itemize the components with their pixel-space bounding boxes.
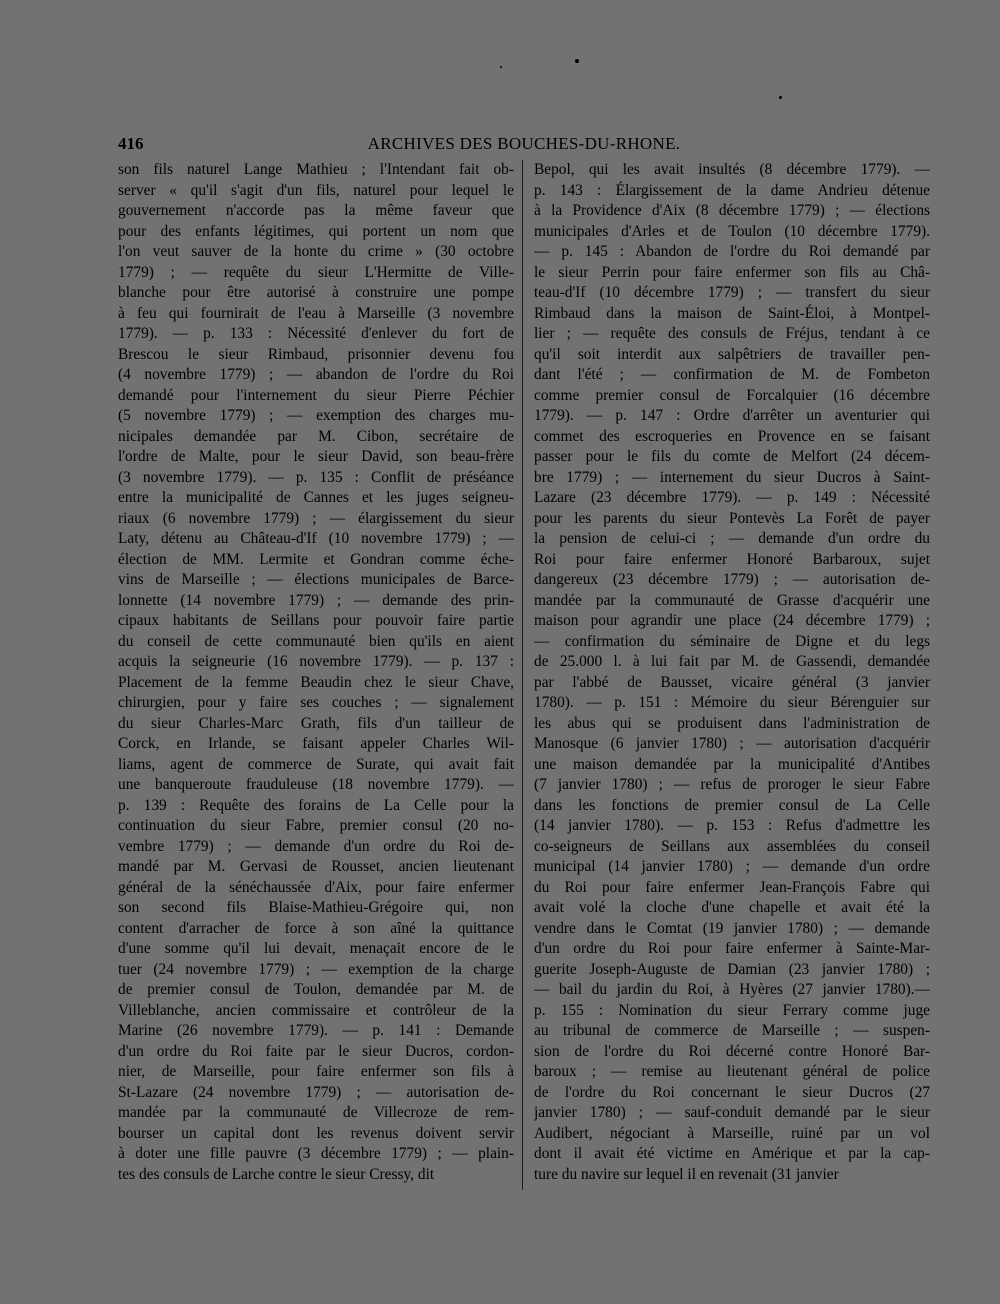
text-line: Laty, détenu au Château-d'If (10 novembre 1779) ; — [118, 530, 514, 547]
text-line: pour des enfants légitimes, qui portent un nom que [118, 222, 514, 240]
text-line: cipaux habitants de Seillans pour pouvoir faire partie [118, 612, 514, 629]
text-line: au tribunal de commerce de Marseille ; — suspen- [534, 1022, 930, 1039]
text-line: la pension de celui-ci ; — demande d'un ordre du [534, 530, 930, 547]
text-line: p. 143 : Élargissement de la dame Andrieu détenue [534, 181, 930, 199]
text-line: général de la sénéchaussée d'Aix, pour faire enfermer [118, 878, 514, 896]
text-line: mandée par la communauté de Grasse d'acquérir une [534, 591, 930, 609]
text-line: l'on veut sauver de la honte du crime » (30 octobre [118, 243, 514, 260]
text-line: Bepol, qui les avait insultés (8 décembre 1779). — [534, 161, 930, 178]
text-line: nier, de Marseille, pour faire enfermer son fils à [118, 1063, 514, 1080]
scan-speck [500, 66, 502, 68]
text-line: Rimbaud dans la maison de Saint-Éloi, à Montpel- [534, 304, 930, 322]
left-column [118, 160, 514, 1185]
text-line: content d'arracher de force à son aîné la quittance [118, 919, 514, 937]
text-line: d'une somme qu'il lui devait, menaçait encore de le [118, 940, 514, 957]
text-line: de premier consul de Toulon, demandée par M. de [118, 981, 514, 998]
text-line: — confirmation du séminaire de Digne et du legs [534, 632, 930, 650]
text-line: p. 139 : Requête des forains de La Celle pour la [118, 796, 514, 814]
text-line: comme premier consul de Forcalquier (16 décembre [534, 386, 930, 404]
text-line: acquis la seigneurie (16 novembre 1779). — p. 137 : [118, 653, 514, 670]
text-line: 1779). — p. 147 : Ordre d'arrêter un aventurier qui [534, 407, 930, 424]
text-line: pour les parents du sieur Pontevès La Forêt de payer [534, 509, 930, 527]
text-line: qu'il soit interdit aux salpêtriers de travailler pen- [534, 345, 930, 363]
text-line: ture du navire sur lequel il en revenait (31 janvier [534, 1165, 839, 1183]
text-line: (3 novembre 1779). — p. 135 : Conflit de préséance [118, 468, 514, 486]
text-line: mandé par M. Gervasi de Rousset, ancien lieutenant [118, 858, 514, 875]
text-line: Brescou le sieur Rimbaud, prisonnier devenu fou [118, 345, 514, 363]
text-line: l'ordre de Malte, pour le sieur David, son beau-frère [118, 448, 514, 465]
text-line: du sieur Charles-Marc Grath, fils d'un tailleur de [118, 714, 514, 732]
text-line: commet des escroqueries en Provence en se faisant [534, 427, 930, 445]
text-line: nicipales demandée par M. Cibon, secrétaire de [118, 427, 514, 445]
text-line: Lazare (23 décembre 1779). — p. 149 : Nécessité [534, 489, 930, 506]
text-line: à feu qui fournirait de l'eau à Marseille (3 novembre [118, 304, 514, 322]
text-line: tuer (24 novembre 1779) ; — exemption de la charge [118, 960, 514, 978]
right-column [534, 160, 930, 1185]
text-line: d'un ordre du Roi pour faire enfermer à Sainte-Mar- [534, 940, 930, 957]
text-line: élection de MM. Lermite et Gondran comme éche- [118, 550, 514, 568]
text-line: Audibert, négociant à Marseille, ruiné par un vol [534, 1124, 930, 1142]
text-line: blanche pour être autorisé à construire une pompe [118, 284, 514, 301]
text-line: une maison demandée par la municipalité d'Antibes [534, 755, 930, 773]
text-line: riaux (6 novembre 1779) ; — élargissement du sieur [118, 509, 514, 527]
text-line: entre la municipalité de Cannes et les juges seigneu- [118, 489, 514, 506]
text-line: (5 novembre 1779) ; — exemption des charges mu- [118, 407, 514, 424]
text-line: lier ; — requête des consuls de Fréjus, tendant à ce [534, 325, 930, 342]
text-line: les abus qui se produisent dans l'administration de [534, 714, 930, 732]
text-line: municipales d'Arles et de Toulon (10 décembre 1779). [534, 222, 930, 240]
text-line: server « qu'il s'agit d'un fils, naturel pour lequel le [118, 181, 514, 199]
text-line: demandé pour l'internement du sieur Pierre Péchier [118, 386, 514, 404]
text-line: co-seigneurs de Seillans aux assemblées du conseil [534, 837, 930, 855]
text-line: (7 janvier 1780) ; — refus de proroger le sieur Fabre [534, 776, 930, 793]
text-line: vembre 1779) ; — demande d'un ordre du Roi de- [118, 837, 514, 855]
text-line: baroux ; — remise au lieutenant général de police [534, 1063, 930, 1080]
text-line: (14 janvier 1780). — p. 153 : Refus d'admettre les [534, 817, 930, 834]
text-line: mandée par la communauté de Villecroze de rem- [118, 1104, 514, 1121]
page-number: 416 [118, 134, 144, 153]
text-line: Marine (26 novembre 1779). — p. 141 : Demande [118, 1022, 514, 1039]
text-line: maison pour agrandir une place (24 décembre 1779) ; [534, 612, 930, 629]
text-line: Placement de la femme Beaudin chez le sieur Chave, [118, 673, 514, 691]
text-line: — p. 145 : Abandon de l'ordre du Roi demandé par [534, 243, 930, 260]
text-line: guerite Joseph-Auguste de Damian (23 janvier 1780) ; [534, 960, 930, 978]
text-line: — bail du jardin du Roi, à Hyères (27 janvier 1780).— [534, 981, 930, 998]
text-line: chirurgien, pour y faire ses couches ; — signalement [118, 694, 514, 711]
text-line: dant l'été ; — confirmation de M. de Fombeton [534, 366, 930, 383]
text-line: Manosque (6 janvier 1780) ; — autorisation d'acquérir [534, 735, 930, 752]
text-line: avait volé la cloche d'une chapelle et avait été la [534, 899, 930, 916]
text-line: (4 novembre 1779) ; — abandon de l'ordre du Roi [118, 366, 514, 383]
text-line: son second fils Blaise-Mathieu-Grégoire qui, non [118, 899, 514, 916]
text-line: 1780). — p. 151 : Mémoire du sieur Bérenguier sur [534, 694, 930, 711]
text-line: dangereux (23 décembre 1779) ; — autorisation de- [534, 571, 930, 588]
text-line: sion de l'ordre du Roi décerné contre Honoré Bar- [534, 1042, 930, 1060]
text-line: une banqueroute frauduleuse (18 novembre 1779). — [118, 776, 514, 793]
text-line: lonnette (14 novembre 1779) ; — demande des prin- [118, 591, 514, 609]
text-line: du conseil de cette communauté bien qu'ils en aient [118, 632, 514, 650]
scan-speck [575, 59, 579, 63]
text-line: municipal (14 janvier 1780) ; — demande d'un ordre [534, 858, 930, 875]
text-line: continuation du sieur Fabre, premier consul (20 no- [118, 817, 514, 834]
text-line: son fils naturel Lange Mathieu ; l'Intendant fait ob- [118, 161, 514, 178]
page-header [118, 134, 930, 156]
running-title: ARCHIVES DES BOUCHES-DU-RHONE. [367, 134, 681, 153]
text-line: 1779). — p. 133 : Nécessité d'enlever du fort de [118, 325, 514, 342]
text-line: dont il avait été victime en Amérique et par la cap- [534, 1145, 930, 1162]
text-line: p. 155 : Nomination du sieur Ferrary comme juge [534, 1001, 930, 1019]
text-line: à la Providence d'Aix (8 décembre 1779) ; — élections [534, 202, 930, 219]
text-line: gouvernement n'accorde pas la même faveur que [118, 202, 514, 219]
text-line: à doter une fille pauvre (3 décembre 1779) ; — plain- [118, 1145, 514, 1162]
text-line: vendre dans le Comtat (19 janvier 1780) ; — demande [534, 919, 930, 937]
text-line: de 25.000 l. à lui fait par M. de Gassendi, demandée [534, 653, 930, 670]
column-divider [522, 160, 523, 1190]
text-line: passer pour le fils du comte de Melfort (24 décem- [534, 448, 930, 465]
scan-speck [779, 96, 782, 99]
text-line: tes des consuls de Larche contre le sieur Cressy, dit [118, 1165, 435, 1183]
text-line: 1779) ; — requête du sieur L'Hermitte de Ville- [118, 263, 514, 281]
text-line: d'un ordre du Roi faite par le sieur Ducros, cordon- [118, 1042, 514, 1060]
text-line: liams, agent de commerce de Surate, qui avait fait [118, 755, 514, 773]
text-line: de l'ordre du Roi concernant le sieur Ducros (27 [534, 1083, 930, 1101]
text-line: Roi pour faire enfermer Honoré Barbaroux, sujet [534, 550, 930, 568]
text-line: Villeblanche, ancien commissaire et contrôleur de la [118, 1001, 514, 1019]
text-line: dans les fonctions de premier consul de La Celle [534, 796, 930, 814]
text-line: janvier 1780) ; — sauf-conduit demandé par le sieur [534, 1104, 930, 1121]
text-line: bre 1779) ; — internement du sieur Ducros à Saint- [534, 468, 930, 486]
text-line: St-Lazare (24 novembre 1779) ; — autorisation de- [118, 1083, 514, 1101]
text-line: Corck, en Irlande, se faisant appeler Charles Wil- [118, 735, 514, 752]
text-line: le sieur Perrin pour faire enfermer son fils au Châ- [534, 263, 930, 281]
text-line: vins de Marseille ; — élections municipales de Barce- [118, 571, 514, 588]
text-line: par l'abbé de Bausset, vicaire général (3 janvier [534, 673, 930, 691]
text-line: teau-d'If (10 décembre 1779) ; — transfert du sieur [534, 284, 930, 301]
text-line: bourser un capital dont les revenus doivent servir [118, 1124, 514, 1142]
text-line: du Roi pour faire enfermer Jean-François Fabre qui [534, 878, 930, 896]
